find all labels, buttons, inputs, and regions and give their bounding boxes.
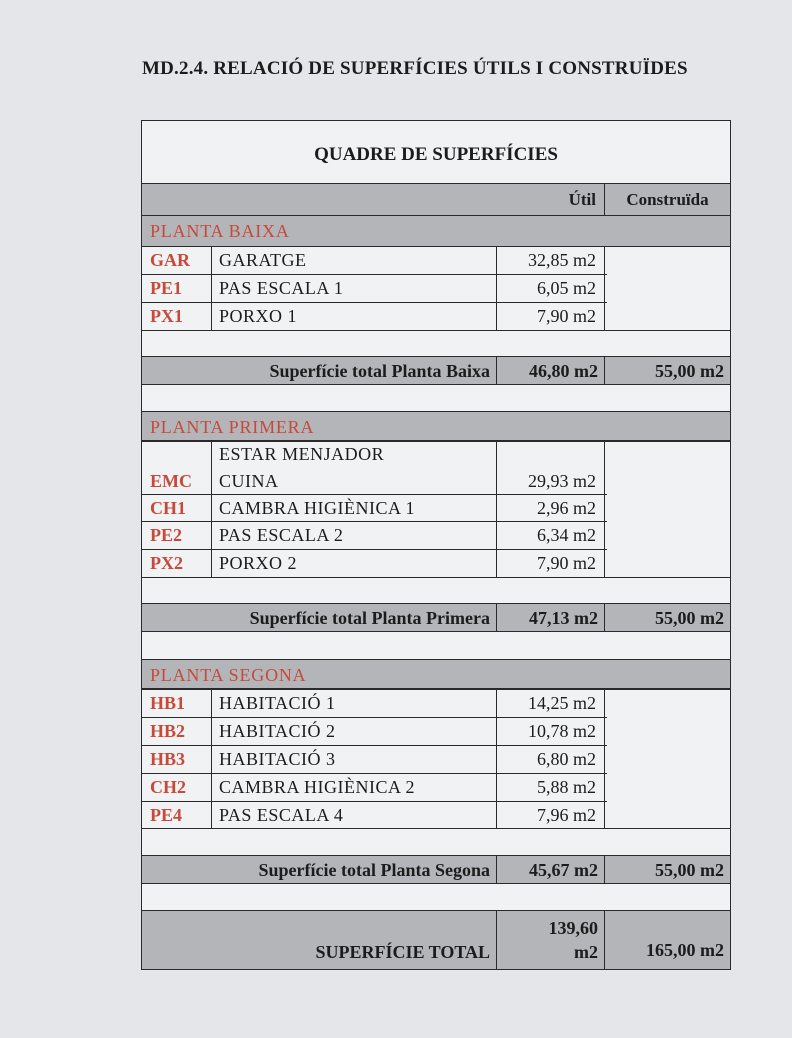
document-title: MD.2.4. RELACIÓ DE SUPERFÍCIES ÚTILS I CONSTRUÏDES — [142, 58, 688, 79]
room-name: PAS ESCALA 1 — [219, 278, 344, 298]
table-row — [142, 274, 730, 302]
section-title: PLANTA SEGONA — [150, 665, 307, 685]
room-name-line1: ESTAR MENJADOR — [219, 444, 385, 464]
row-separator — [142, 828, 730, 829]
column-separator — [604, 246, 605, 330]
room-util-area: 7,90 m2 — [536, 553, 596, 573]
column-header-row — [142, 183, 730, 216]
table-row — [142, 801, 730, 828]
subtotal-label: Superfície total Planta Baixa — [269, 361, 490, 381]
subtotal-row-planta-baixa — [142, 356, 730, 385]
table-row — [142, 302, 730, 330]
header-construida: Construïda — [604, 184, 730, 215]
room-name: CAMBRA HIGIÈNICA 2 — [219, 777, 416, 797]
grand-total-util-line2: m2 — [574, 942, 598, 962]
table-row — [142, 745, 730, 773]
grand-total-util-line1: 139,60 — [548, 918, 598, 938]
room-code: PE1 — [150, 278, 183, 298]
column-separator — [604, 441, 605, 577]
room-name: PORXO 2 — [219, 553, 298, 573]
room-util-area: 14,25 m2 — [527, 693, 596, 713]
table-row — [142, 494, 730, 521]
room-code: GAR — [150, 250, 190, 270]
room-code: PX1 — [150, 306, 183, 326]
room-name: GARATGE — [219, 250, 307, 270]
room-code: HB3 — [150, 749, 186, 769]
room-util-area: 7,96 m2 — [536, 805, 596, 825]
table-caption: QUADRE DE SUPERFÍCIES — [314, 144, 558, 165]
surface-table — [141, 120, 731, 970]
subtotal-construida: 55,00 m2 — [604, 357, 730, 384]
subtotal-label: Superfície total Planta Primera — [249, 608, 490, 628]
section-title: PLANTA PRIMERA — [150, 417, 315, 437]
row-separator — [142, 246, 730, 247]
row-separator — [142, 689, 730, 690]
section-title: PLANTA BAIXA — [150, 221, 290, 241]
room-name: HABITACIÓ 2 — [219, 721, 336, 741]
table-row — [142, 246, 730, 274]
table-row — [142, 441, 730, 494]
section-header-planta-segona — [142, 659, 730, 689]
section-header-planta-baixa — [142, 216, 730, 246]
subtotal-construida: 55,00 m2 — [604, 856, 730, 883]
subtotal-label: Superfície total Planta Segona — [258, 860, 490, 880]
subtotal-row-planta-segona — [142, 855, 730, 884]
room-code: PX2 — [150, 553, 183, 573]
column-separator — [211, 246, 212, 330]
grand-total-label: SUPERFÍCIE TOTAL — [315, 942, 490, 962]
section-header-planta-primera — [142, 411, 730, 441]
subtotal-util: 47,13 m2 — [496, 604, 604, 631]
room-name: PAS ESCALA 2 — [219, 525, 344, 545]
grand-total-util-cell — [496, 911, 604, 969]
column-separator — [496, 689, 497, 828]
room-name: HABITACIÓ 3 — [219, 749, 336, 769]
room-code: CH1 — [150, 498, 186, 518]
row-separator — [142, 330, 730, 331]
room-name: HABITACIÓ 1 — [219, 693, 336, 713]
room-util-area: 6,80 m2 — [536, 749, 596, 769]
room-util-area: 6,05 m2 — [536, 278, 596, 298]
room-name: PAS ESCALA 4 — [219, 805, 344, 825]
room-name: CUINA — [219, 471, 279, 491]
table-row — [142, 717, 730, 745]
room-name: PORXO 1 — [219, 306, 298, 326]
room-name: CAMBRA HIGIÈNICA 1 — [219, 498, 416, 518]
room-code: CH2 — [150, 777, 186, 797]
room-util-area: 2,96 m2 — [536, 498, 596, 518]
subtotal-row-planta-primera — [142, 603, 730, 632]
table-row — [142, 521, 730, 549]
table-caption-row — [142, 121, 730, 183]
column-separator — [211, 689, 212, 828]
row-separator — [142, 441, 730, 442]
grand-total-row — [142, 910, 730, 969]
column-separator — [604, 689, 605, 828]
grand-total-construida: 165,00 m2 — [604, 911, 730, 969]
subtotal-util: 46,80 m2 — [496, 357, 604, 384]
room-util-area: 32,85 m2 — [527, 250, 596, 270]
column-separator — [211, 441, 212, 577]
table-row — [142, 773, 730, 801]
room-code: PE4 — [150, 805, 183, 825]
table-row — [142, 689, 730, 717]
room-util-area: 29,93 m2 — [527, 471, 596, 491]
row-separator — [142, 577, 730, 578]
subtotal-construida: 55,00 m2 — [604, 604, 730, 631]
table-row — [142, 549, 730, 577]
room-util-area: 7,90 m2 — [536, 306, 596, 326]
room-code: HB2 — [150, 721, 186, 741]
room-util-area: 6,34 m2 — [536, 525, 596, 545]
room-code: EMC — [150, 471, 192, 491]
column-separator — [496, 441, 497, 577]
room-code: PE2 — [150, 525, 183, 545]
column-separator — [496, 246, 497, 330]
room-code: HB1 — [150, 693, 186, 713]
room-util-area: 10,78 m2 — [527, 721, 596, 741]
header-util: Útil — [568, 190, 596, 209]
room-util-area: 5,88 m2 — [536, 777, 596, 797]
subtotal-util: 45,67 m2 — [496, 856, 604, 883]
